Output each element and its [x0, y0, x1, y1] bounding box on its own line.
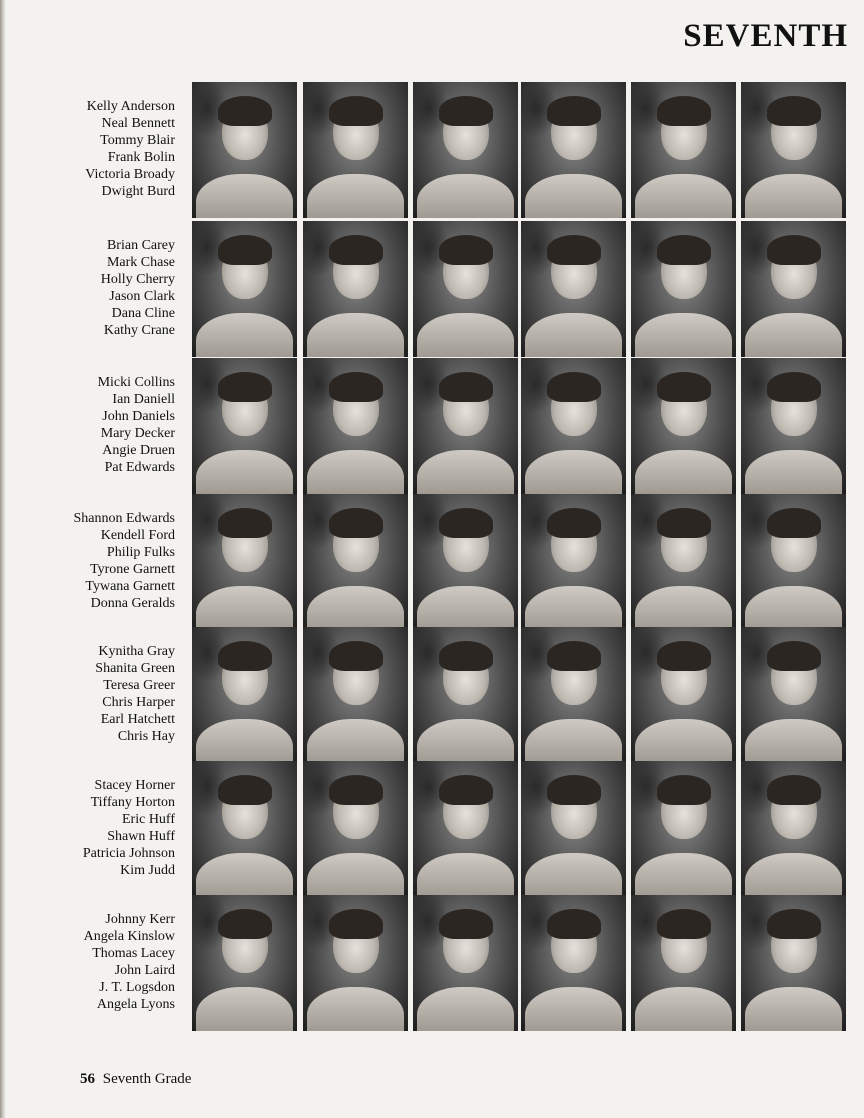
student-name: Philip Fulks	[106, 545, 175, 560]
portrait-shoulders	[417, 853, 514, 897]
portrait-hair	[657, 909, 711, 939]
portrait-hair	[657, 372, 711, 402]
student-portrait	[741, 358, 846, 494]
portrait-hair	[657, 96, 711, 126]
student-portrait	[192, 82, 297, 218]
student-name: Holly Cherry	[100, 272, 175, 287]
student-name: Shawn Huff	[107, 829, 175, 844]
portrait-hair	[218, 909, 272, 939]
student-portrait	[413, 494, 518, 630]
student-name: Angela Lyons	[96, 997, 175, 1012]
portrait-shoulders	[307, 586, 404, 630]
portrait-hair	[767, 775, 821, 805]
student-name: Tiffany Horton	[90, 795, 175, 810]
portrait-shoulders	[525, 313, 622, 357]
student-name: Tyrone Garnett	[90, 562, 175, 577]
portrait-hair	[439, 235, 493, 265]
portrait-shoulders	[635, 586, 732, 630]
student-portrait	[741, 761, 846, 897]
portrait-hair	[547, 372, 601, 402]
student-portrait	[303, 627, 408, 763]
name-list	[0, 237, 175, 339]
student-name: Kynitha Gray	[98, 644, 175, 659]
student-portrait	[303, 82, 408, 218]
portrait-shoulders	[307, 987, 404, 1031]
page-number: 56	[80, 1071, 95, 1087]
portrait-shoulders	[745, 586, 842, 630]
student-name: Tommy Blair	[100, 133, 175, 148]
portrait-shoulders	[525, 586, 622, 630]
portrait-hair	[547, 641, 601, 671]
portrait-shoulders	[745, 450, 842, 494]
student-portrait	[521, 761, 626, 897]
name-list	[0, 777, 175, 879]
portrait-hair	[218, 96, 272, 126]
student-portrait	[192, 221, 297, 357]
student-portrait	[413, 895, 518, 1031]
student-portrait	[521, 221, 626, 357]
name-list	[0, 643, 175, 745]
portrait-hair	[657, 775, 711, 805]
name-list	[0, 98, 175, 200]
student-portrait	[741, 494, 846, 630]
student-portrait	[631, 221, 736, 357]
portrait-shoulders	[307, 450, 404, 494]
portrait-shoulders	[745, 853, 842, 897]
portrait-hair	[767, 235, 821, 265]
portrait-shoulders	[635, 987, 732, 1031]
footer-label: Seventh Grade	[102, 1071, 192, 1087]
student-name: Angie Druen	[102, 443, 175, 458]
portrait-shoulders	[196, 987, 293, 1031]
student-portrait	[413, 358, 518, 494]
portrait-hair	[329, 641, 383, 671]
portrait-hair	[218, 641, 272, 671]
student-portrait	[521, 627, 626, 763]
student-portrait	[192, 358, 297, 494]
student-name: John Laird	[114, 963, 175, 978]
portrait-shoulders	[417, 450, 514, 494]
portrait-shoulders	[525, 450, 622, 494]
student-name: Shanita Green	[95, 661, 175, 676]
student-portrait	[631, 895, 736, 1031]
student-name: Eric Huff	[122, 812, 175, 827]
portrait-shoulders	[525, 719, 622, 763]
portrait-shoulders	[307, 853, 404, 897]
portrait-hair	[767, 508, 821, 538]
student-name: Patricia Johnson	[82, 846, 175, 861]
portrait-shoulders	[525, 174, 622, 218]
portrait-shoulders	[307, 719, 404, 763]
portrait-shoulders	[417, 586, 514, 630]
student-portrait	[521, 82, 626, 218]
student-name: Victoria Broady	[85, 167, 175, 182]
portrait-hair	[767, 96, 821, 126]
student-portrait	[741, 627, 846, 763]
student-portrait	[631, 761, 736, 897]
portrait-hair	[547, 508, 601, 538]
portrait-hair	[329, 909, 383, 939]
portrait-hair	[547, 909, 601, 939]
portrait-hair	[439, 909, 493, 939]
student-name: John Daniels	[102, 409, 175, 424]
portrait-hair	[657, 235, 711, 265]
portrait-shoulders	[196, 719, 293, 763]
student-name: Earl Hatchett	[100, 712, 175, 727]
student-portrait	[631, 627, 736, 763]
portrait-hair	[439, 641, 493, 671]
student-name: Mary Decker	[100, 426, 175, 441]
student-name: Frank Bolin	[107, 150, 175, 165]
student-name: Angela Kinslow	[83, 929, 175, 944]
portrait-shoulders	[635, 313, 732, 357]
student-portrait	[741, 82, 846, 218]
student-portrait	[521, 494, 626, 630]
student-name: Mark Chase	[106, 255, 175, 270]
student-name: Dana Cline	[111, 306, 175, 321]
student-portrait	[303, 761, 408, 897]
portrait-hair	[657, 508, 711, 538]
student-portrait	[413, 761, 518, 897]
student-portrait	[192, 895, 297, 1031]
portrait-hair	[657, 641, 711, 671]
portrait-hair	[329, 775, 383, 805]
student-portrait	[192, 494, 297, 630]
student-portrait	[413, 221, 518, 357]
student-name: Neal Bennett	[101, 116, 175, 131]
portrait-shoulders	[196, 450, 293, 494]
portrait-shoulders	[745, 313, 842, 357]
portrait-hair	[218, 775, 272, 805]
portrait-hair	[329, 235, 383, 265]
student-name: Tywana Garnett	[85, 579, 175, 594]
portrait-shoulders	[745, 174, 842, 218]
portrait-shoulders	[525, 987, 622, 1031]
portrait-shoulders	[196, 174, 293, 218]
portrait-hair	[218, 508, 272, 538]
portrait-hair	[767, 372, 821, 402]
student-name: Stacey Horner	[94, 778, 175, 793]
student-name: Kelly Anderson	[86, 99, 175, 114]
portrait-hair	[547, 96, 601, 126]
student-portrait	[631, 358, 736, 494]
portrait-hair	[767, 909, 821, 939]
student-name: Pat Edwards	[104, 460, 175, 475]
portrait-shoulders	[417, 174, 514, 218]
student-name: Donna Geralds	[90, 596, 175, 611]
portrait-hair	[329, 96, 383, 126]
portrait-hair	[439, 775, 493, 805]
portrait-hair	[547, 775, 601, 805]
student-name: Micki Collins	[97, 375, 175, 390]
portrait-shoulders	[417, 719, 514, 763]
portrait-shoulders	[417, 313, 514, 357]
student-name: Kendell Ford	[100, 528, 175, 543]
page-title: SEVENTH	[683, 18, 848, 54]
name-list	[0, 911, 175, 1013]
student-portrait	[192, 761, 297, 897]
portrait-shoulders	[635, 174, 732, 218]
portrait-hair	[439, 508, 493, 538]
portrait-shoulders	[196, 313, 293, 357]
portrait-shoulders	[745, 987, 842, 1031]
portrait-hair	[547, 235, 601, 265]
page-footer	[80, 1071, 191, 1088]
student-portrait	[303, 494, 408, 630]
portrait-shoulders	[635, 853, 732, 897]
portrait-hair	[218, 372, 272, 402]
student-name: Ian Daniell	[112, 392, 175, 407]
portrait-shoulders	[417, 987, 514, 1031]
student-portrait	[521, 358, 626, 494]
student-portrait	[521, 895, 626, 1031]
portrait-shoulders	[196, 853, 293, 897]
student-portrait	[413, 627, 518, 763]
portrait-shoulders	[635, 719, 732, 763]
student-portrait	[413, 82, 518, 218]
student-name: Brian Carey	[106, 238, 175, 253]
portrait-shoulders	[196, 586, 293, 630]
portrait-hair	[767, 641, 821, 671]
student-name: Kathy Crane	[103, 323, 175, 338]
student-portrait	[741, 895, 846, 1031]
portrait-shoulders	[635, 450, 732, 494]
student-portrait	[741, 221, 846, 357]
student-portrait	[631, 82, 736, 218]
name-list	[0, 374, 175, 476]
portrait-hair	[439, 372, 493, 402]
portrait-shoulders	[525, 853, 622, 897]
student-name: Johnny Kerr	[105, 912, 175, 927]
student-portrait	[631, 494, 736, 630]
student-name: Kim Judd	[120, 863, 175, 878]
student-portrait	[303, 895, 408, 1031]
portrait-hair	[218, 235, 272, 265]
portrait-hair	[329, 508, 383, 538]
portrait-hair	[439, 96, 493, 126]
portrait-shoulders	[307, 174, 404, 218]
student-name: Thomas Lacey	[92, 946, 175, 961]
name-list	[0, 510, 175, 612]
portrait-shoulders	[745, 719, 842, 763]
portrait-hair	[329, 372, 383, 402]
student-portrait	[303, 221, 408, 357]
student-portrait	[192, 627, 297, 763]
portrait-shoulders	[307, 313, 404, 357]
student-name: Chris Harper	[102, 695, 175, 710]
student-name: Shannon Edwards	[73, 511, 175, 526]
student-name: Chris Hay	[117, 729, 175, 744]
student-name: J. T. Logsdon	[99, 980, 175, 995]
student-name: Dwight Burd	[101, 184, 175, 199]
student-name: Jason Clark	[109, 289, 175, 304]
student-portrait	[303, 358, 408, 494]
student-name: Teresa Greer	[103, 678, 175, 693]
